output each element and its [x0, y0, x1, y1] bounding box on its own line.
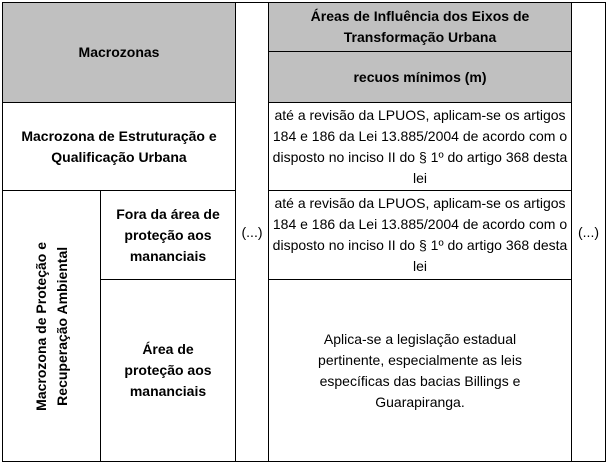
row-protecao-label-text: Macrozona de Proteção e Recuperação Ambiental: [32, 241, 70, 411]
row-area-label: [100, 279, 236, 462]
row-estruturacao-label: [2, 102, 236, 191]
row-protecao-label: [2, 190, 101, 462]
row-estruturacao-label-text: Macrozona de Estruturação e Qualificação Urbana: [21, 127, 217, 165]
header-macrozonas: [2, 2, 236, 103]
row-estruturacao-value: [268, 102, 572, 191]
row-area-value-text: Aplica-se a legislação estadual pertinente, especialmente as leis específicas das bacias Billings e Guarapiranga.: [318, 330, 522, 410]
row-fora-label-text: Fora da área de proteção aos mananciais: [116, 205, 220, 264]
ellipsis-text-left: (...): [241, 223, 263, 240]
row-area-label-text: Área de proteção aos mananciais: [124, 341, 212, 399]
row-estruturacao-value-text: até a revisão da LPUOS, aplicam-se os artigos 184 e 186 da Lei 13.885/2004 de acordo com o disposto no inciso II do § 1º do artigo 368 desta lei: [272, 106, 568, 186]
row-area-value: [268, 279, 572, 462]
ellipsis-text-right: (...): [578, 223, 599, 240]
header-recuos-label: recuos mínimos (m): [353, 68, 487, 85]
header-macrozonas-label: Macrozonas: [78, 44, 160, 60]
row-fora-value: [268, 190, 572, 280]
ellipsis-cell-left: [235, 2, 269, 462]
header-areas-influencia-label: Áreas de Influência dos Eixos de Transformação Urbana: [310, 8, 530, 45]
header-recuos: [268, 51, 572, 103]
row-fora-value-text: até a revisão da LPUOS, aplicam-se os artigos 184 e 186 da Lei 13.885/2004 de acordo com o disposto no inciso II do § 1º do artigo 368 desta lei: [272, 195, 568, 274]
header-areas-influencia: [268, 2, 572, 52]
ellipsis-cell-right: [571, 2, 606, 462]
row-fora-label: [100, 190, 236, 280]
